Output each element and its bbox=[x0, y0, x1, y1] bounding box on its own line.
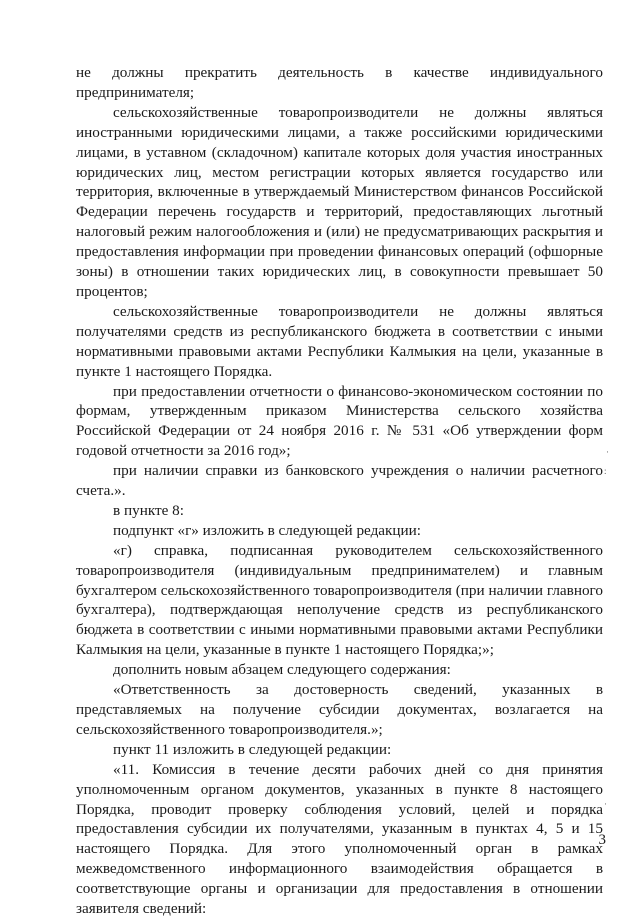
paragraph: не должны прекратить деятельность в качестве индивидуального предпринимателя; bbox=[76, 64, 603, 101]
paragraph: «Ответственность за достоверность сведений, указанных в представляемых на получение субсидии документах, возлагается на сельскохозяйственного товаропроизводителя.»; bbox=[76, 681, 603, 738]
scan-speck: : bbox=[604, 466, 607, 476]
paragraph: при наличии справки из банковского учреждения о наличии расчетного счета.». bbox=[76, 462, 603, 500]
document-body bbox=[76, 63, 603, 919]
paragraph: «11. Комиссия в течение десяти рабочих дней со дня принятия уполномоченным органом документов, указанных в пункте 8 настоящего Порядка, проводит проверку соблюдения условий, целей и порядка предоставления субсидии их получателями, указанным в пунктах 4, 5 и 15 настоящего Порядка. Для этого уполномоченный орган в рамках межведомственного информационного взаимодействия обращается в соответствующие органы и организации для предоставления в отношении заявителя сведений: bbox=[76, 760, 603, 918]
scan-speck: · bbox=[606, 447, 609, 457]
paragraph: дополнить новым абзацем следующего содержания: bbox=[113, 661, 451, 679]
page-number: 3 bbox=[598, 832, 606, 848]
paragraph: подпункт «г» изложить в следующей редакции: bbox=[113, 521, 422, 539]
paragraph: сельскохозяйственные товаропроизводители не должны являться получателями средств из республиканского бюджета в соответствии с иными нормативными правовыми актами Республики Калмыкия на цели, указанные в пункте 1 настоящего Порядка. bbox=[76, 302, 603, 380]
paragraph: в пункте 8: bbox=[113, 501, 184, 519]
paragraph: сельскохозяйственные товаропроизводители не должны являться иностранными юридическими лицами, а также российскими юридическими лицами, в уставном (складочном) капитале которых доля участия иностранных юридических лиц, местом регистрации которых является государство или территория, включенные в утверждаемый Министерством финансов Российской Федерации перечень государств и территорий, предоставляющих льготный налоговый режим налогообложения и (или) не предусматривающих раскрытия и предоставления информации при проведении финансовых операций (офшорные зоны) в отношении таких юридических лиц, в совокупности превышает 50 процентов; bbox=[76, 103, 603, 300]
scan-speck: · bbox=[604, 799, 607, 809]
paragraph: при предоставлении отчетности о финансово-экономическом состоянии по формам, утвержденным приказом Министерства сельского хозяйства Российской Федерации от 24 ноября 2016 г. № 531 «Об утверждении форм годовой отчетности за 2016 год»; bbox=[76, 382, 603, 460]
paragraph: «г) справка, подписанная руководителем сельскохозяйственного товаропроизводителя (индивидуальным предпринимателем) и главным бухгалтером сельскохозяйственного товаропроизводителя (при наличии главного бухгалтера), подтверждающая неполучение средств из республиканского бюджета в соответствии с иными нормативными правовыми актами Республики Калмыкия на цели, указанные в пункте 1 настоящего Порядка;»; bbox=[76, 541, 603, 659]
paragraph: пункт 11 изложить в следующей редакции: bbox=[113, 740, 392, 758]
